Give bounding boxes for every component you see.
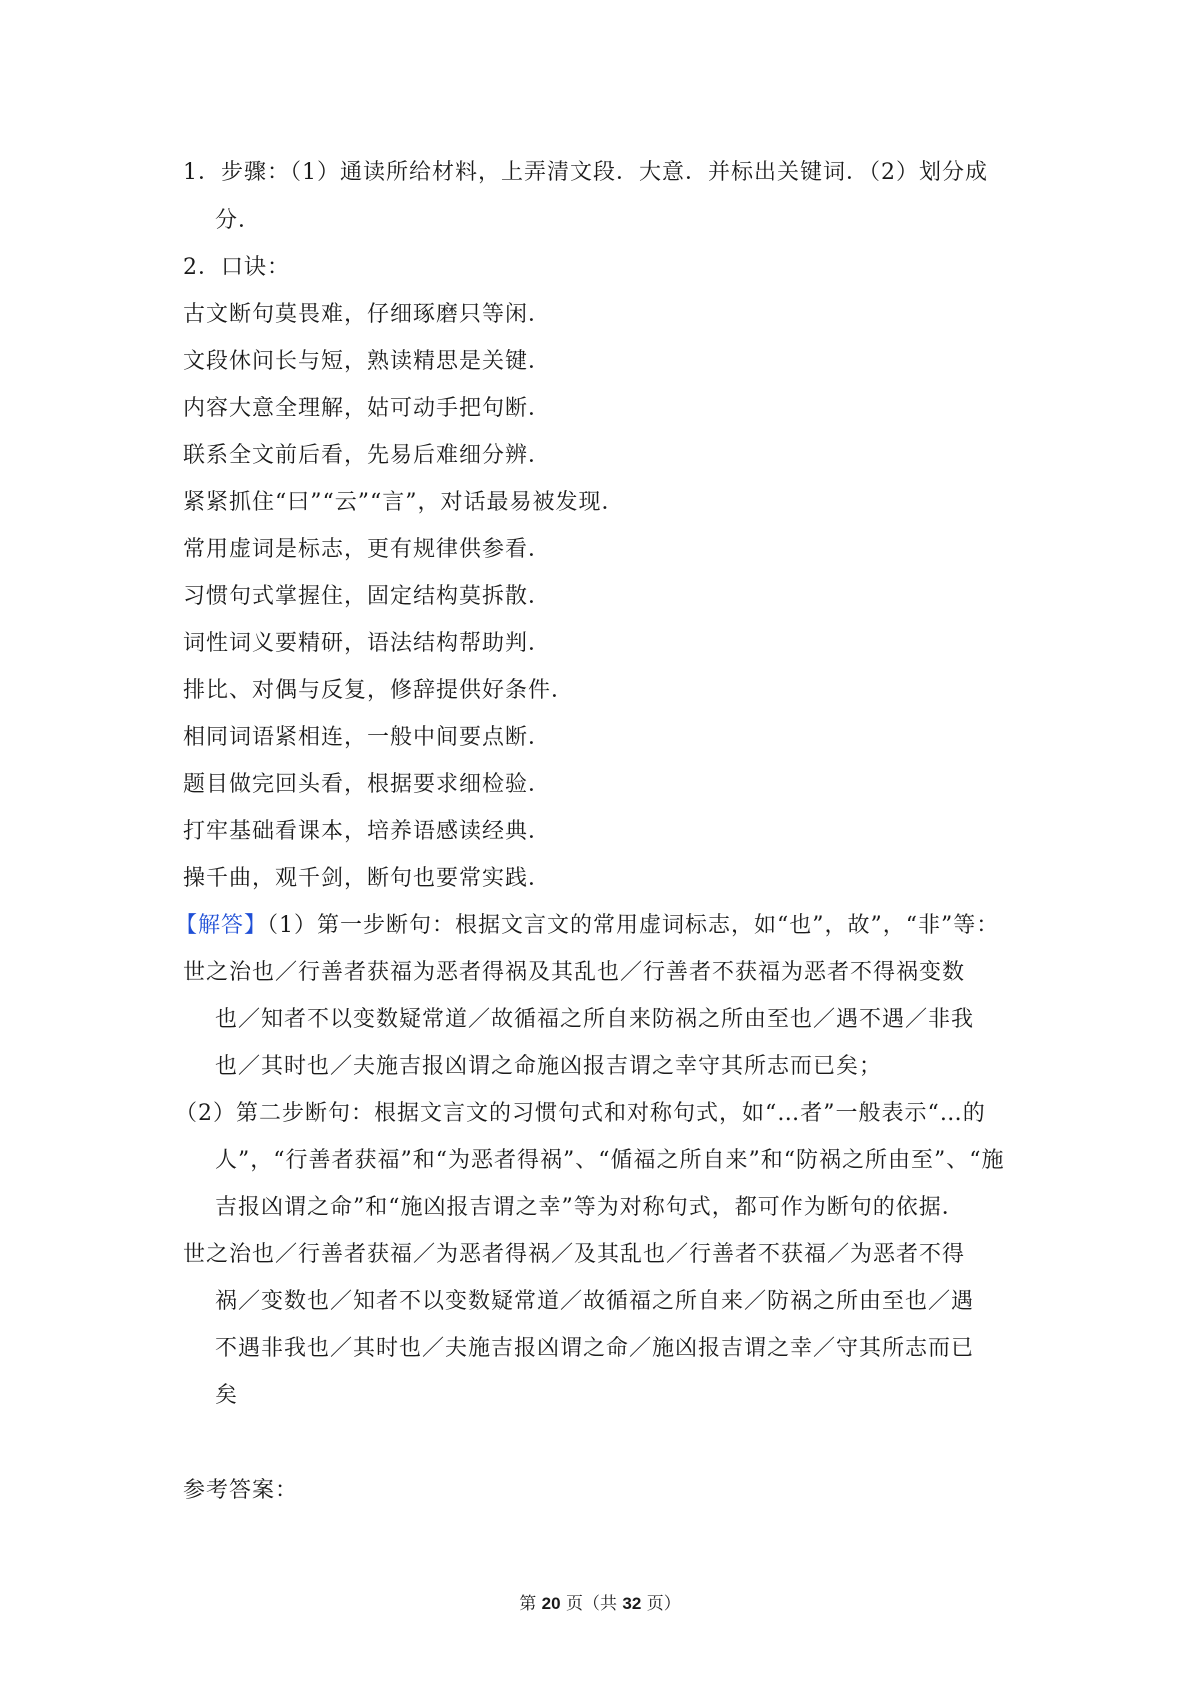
answer-step-2-line-1: （2）第二步断句：根据文言文的习惯句式和对称句式，如“…者”一般表示“…的 [175, 1101, 986, 1126]
paragraph-1-line-1: 世之治也／行善者获福为恶者得祸及其乱也／行善者不获福为恶者不得祸变数 [183, 960, 966, 985]
reference-answer-heading: 参考答案： [183, 1478, 299, 1503]
verse-line: 打牢基础看课本，培养语感读经典． [183, 819, 552, 844]
current-page-number: 20 [541, 1594, 561, 1613]
verse-line: 操千曲，观千剑，断句也要常实践． [183, 866, 552, 891]
verse-line: 排比、对偶与反复，修辞提供好条件． [183, 678, 575, 703]
paragraph-2-line-4: 矣 [215, 1383, 239, 1408]
total-page-number: 32 [622, 1594, 642, 1613]
verse-line: 词性词义要精研，语法结构帮助判． [183, 631, 552, 656]
answer-step-1: （1）第一步断句：根据文言文的常用虚词标志，如“也”，故”，“非”等： [267, 913, 1000, 938]
paragraph-2-line-1: 世之治也／行善者获福／为恶者得祸／及其乱也／行善者不获福／为恶者不得 [183, 1242, 966, 1267]
verse-line: 相同词语紧相连，一般中间要点断． [183, 725, 552, 750]
answer-step-2-line-3: 吉报凶谓之命”和“施凶报吉谓之幸”等为对称句式，都可作为断句的依据． [215, 1195, 965, 1220]
step-1-line-2: 分． [215, 208, 262, 233]
paragraph-2-line-3: 不遇非我也／其时也／夫施吉报凶谓之命／施凶报吉谓之幸／守其所志而已 [215, 1336, 975, 1361]
footer-suffix: 页） [646, 1594, 681, 1614]
answer-tag: 【解答】 [175, 913, 268, 938]
paragraph-1-line-3: 也／其时也／夫施吉报凶谓之命施凶报吉谓之幸守其所志而已矣； [215, 1054, 883, 1079]
step-1-line-1: 1．步骤：（1）通读所给材料，上弄清文段．大意．并标出关键词．（2）划分成 [183, 160, 988, 185]
footer-prefix: 第 [519, 1594, 537, 1614]
verse-line: 联系全文前后看，先易后难细分辨． [183, 443, 552, 468]
verse-line: 习惯句式掌握住，固定结构莫拆散． [183, 584, 552, 609]
answer-step-2-line-2: 人”，“行善者获福”和“为恶者得祸”、“偱福之所自来”和“防祸之所由至”、“施 [215, 1148, 1005, 1173]
paragraph-1-line-2: 也／知者不以变数疑常道／故循福之所自来防祸之所由至也／遇不遇／非我 [215, 1007, 975, 1032]
verse-line: 常用虚词是标志，更有规律供参看． [183, 537, 552, 562]
paragraph-2-line-2: 祸／变数也／知者不以变数疑常道／故循福之所自来／防祸之所由至也／遇 [215, 1289, 975, 1314]
verse-line: 文段休问长与短，熟读精思是关键． [183, 349, 552, 374]
verse-line: 古文断句莫畏难，仔细琢磨只等闲． [183, 302, 552, 327]
step-2-heading: 2．口诀： [183, 255, 290, 280]
answer-line [175, 911, 999, 941]
verse-line: 内容大意全理解，姑可动手把句断． [183, 396, 552, 421]
page-footer [0, 1593, 1200, 1615]
verse-line: 题目做完回头看，根据要求细检验． [183, 772, 552, 797]
footer-middle: 页（共 [566, 1594, 617, 1614]
verse-line: 紧紧抓住“曰”“云”“言”，对话最易被发现． [183, 490, 625, 515]
